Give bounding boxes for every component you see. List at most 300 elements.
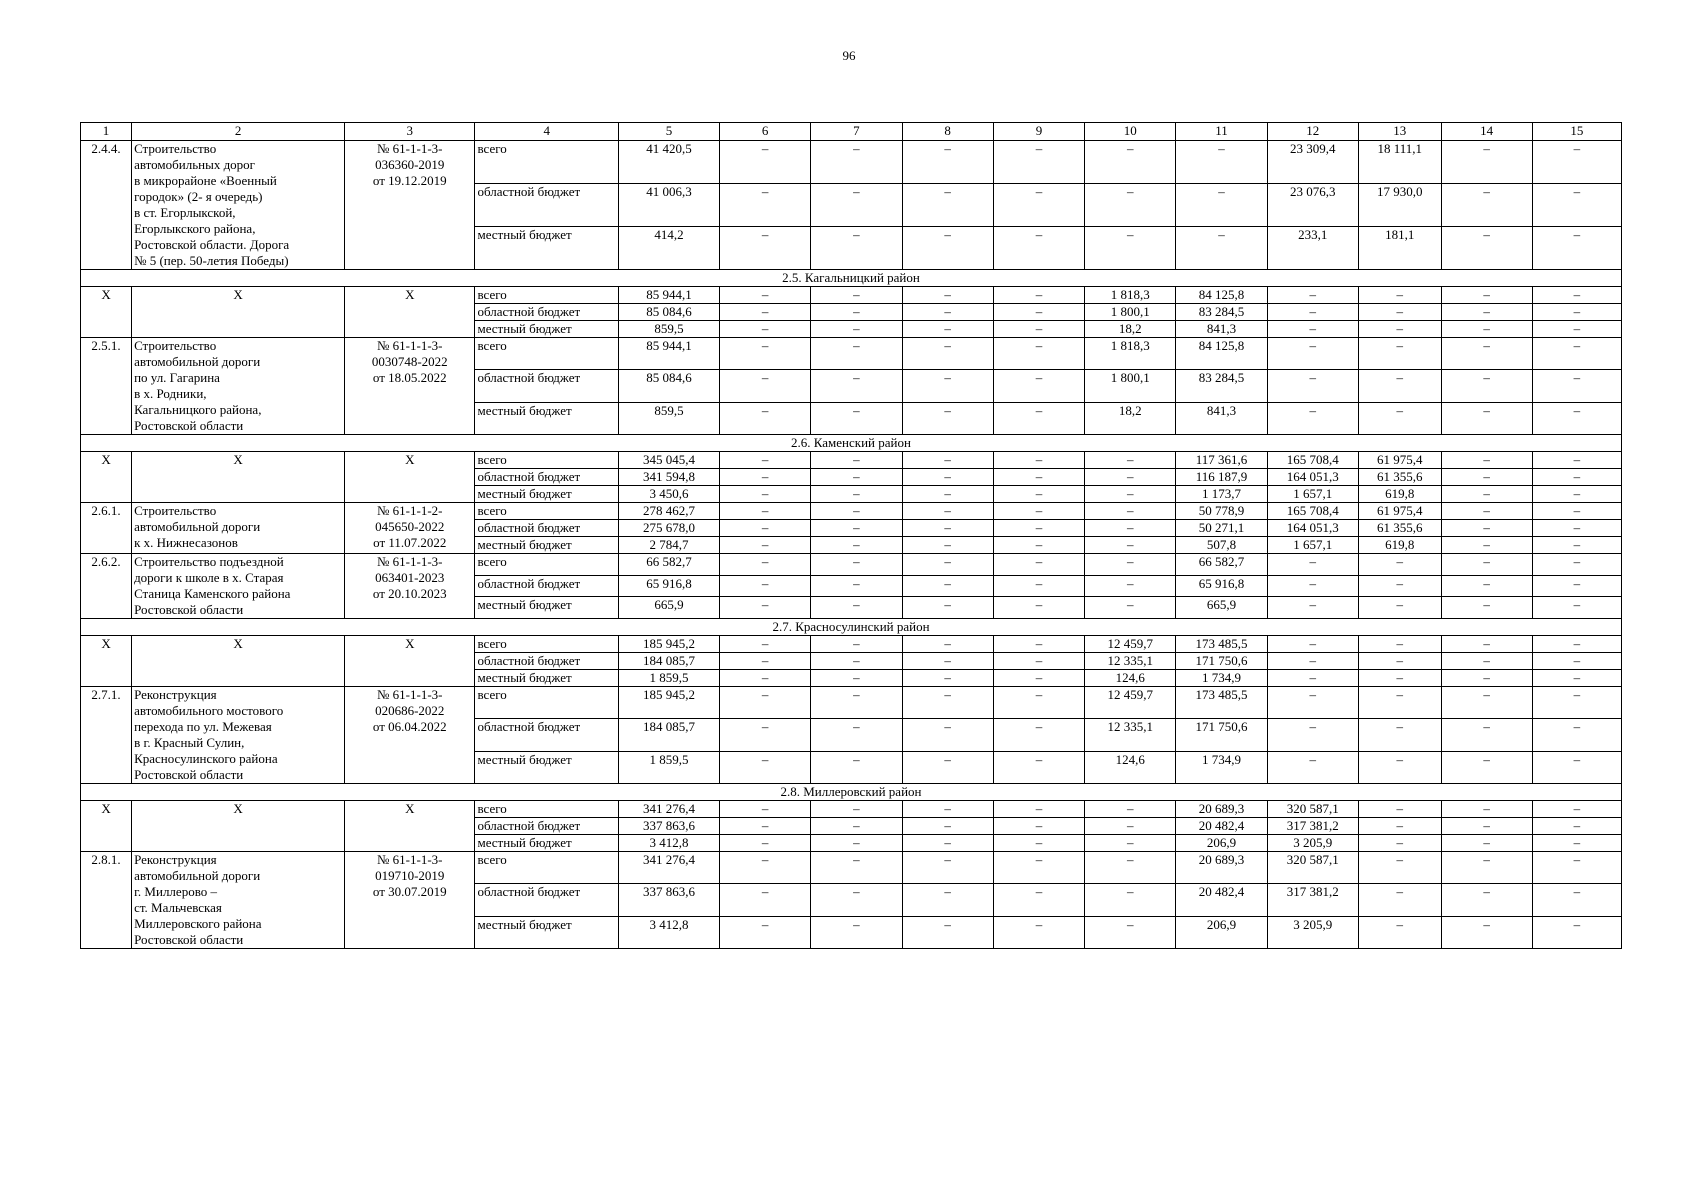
- amount-cell: –: [1532, 227, 1621, 270]
- amount-cell: –: [993, 916, 1084, 948]
- amount-cell: –: [811, 636, 902, 653]
- table-row: [81, 852, 1622, 884]
- section-row: [81, 619, 1622, 636]
- amount-cell: –: [811, 670, 902, 687]
- expertise-conclusion-line: № 61-1-1-3-: [377, 554, 443, 569]
- amount-cell: –: [1267, 719, 1358, 751]
- amount-cell: –: [1532, 537, 1621, 554]
- amount-cell: –: [719, 141, 810, 184]
- amount-cell: 84 125,8: [1176, 287, 1267, 304]
- amount-cell: –: [902, 818, 993, 835]
- amount-cell: 50 271,1: [1176, 520, 1267, 537]
- amount-cell: 173 485,5: [1176, 687, 1267, 719]
- amount-cell: 12 459,7: [1085, 687, 1176, 719]
- section-title: 2.8. Миллеровский район: [81, 784, 1622, 801]
- expertise-conclusion-line: № 61-1-1-3-: [377, 687, 443, 702]
- amount-cell: –: [719, 321, 810, 338]
- expertise-conclusion-line: № 61-1-1-3-: [377, 338, 443, 353]
- amount-cell: –: [1441, 469, 1532, 486]
- amount-cell: 1 734,9: [1176, 670, 1267, 687]
- amount-cell: –: [1441, 653, 1532, 670]
- amount-cell: –: [811, 835, 902, 852]
- amount-cell: 2 784,7: [618, 537, 719, 554]
- total-row: [81, 452, 1622, 469]
- amount-cell: 278 462,7: [618, 503, 719, 520]
- amount-cell: –: [811, 916, 902, 948]
- amount-cell: 1 734,9: [1176, 751, 1267, 783]
- object-name-line: Станица Каменского района: [134, 586, 291, 601]
- column-header: 10: [1085, 123, 1176, 141]
- amount-cell: –: [811, 184, 902, 227]
- amount-cell: 61 355,6: [1358, 469, 1441, 486]
- amount-cell: –: [811, 852, 902, 884]
- amount-cell: –: [811, 321, 902, 338]
- amount-cell: –: [1267, 321, 1358, 338]
- amount-cell: –: [1358, 287, 1441, 304]
- amount-cell: 184 085,7: [618, 719, 719, 751]
- amount-cell: –: [993, 636, 1084, 653]
- funding-source: областной бюджет: [475, 370, 618, 402]
- amount-cell: –: [902, 503, 993, 520]
- amount-cell: –: [902, 884, 993, 916]
- amount-cell: 20 689,3: [1176, 801, 1267, 818]
- object-name-line: в х. Родники,: [134, 386, 207, 401]
- amount-cell: 3 412,8: [618, 835, 719, 852]
- amount-cell: –: [902, 852, 993, 884]
- amount-cell: 18,2: [1085, 321, 1176, 338]
- funding-source: местный бюджет: [475, 402, 618, 434]
- amount-cell: –: [1441, 321, 1532, 338]
- amount-cell: –: [1176, 184, 1267, 227]
- amount-cell: –: [902, 321, 993, 338]
- amount-cell: –: [993, 719, 1084, 751]
- expertise-conclusion-line: 0030748-2022: [371, 354, 448, 369]
- amount-cell: –: [1267, 338, 1358, 370]
- amount-cell: 116 187,9: [1176, 469, 1267, 486]
- amount-cell: 23 309,4: [1267, 141, 1358, 184]
- amount-cell: –: [1267, 670, 1358, 687]
- amount-cell: 206,9: [1176, 916, 1267, 948]
- amount-cell: –: [1358, 916, 1441, 948]
- x-marker: Х: [132, 452, 345, 503]
- section-title: 2.5. Кагальницкий район: [81, 270, 1622, 287]
- amount-cell: –: [902, 554, 993, 576]
- amount-cell: –: [1358, 687, 1441, 719]
- amount-cell: –: [1532, 835, 1621, 852]
- amount-cell: 66 582,7: [1176, 554, 1267, 576]
- x-marker: Х: [81, 636, 132, 687]
- amount-cell: –: [1085, 486, 1176, 503]
- amount-cell: –: [993, 287, 1084, 304]
- amount-cell: –: [1532, 452, 1621, 469]
- amount-cell: –: [1085, 852, 1176, 884]
- amount-cell: 317 381,2: [1267, 884, 1358, 916]
- table-row: [81, 554, 1622, 576]
- expertise-conclusion: [345, 338, 475, 435]
- amount-cell: –: [811, 801, 902, 818]
- amount-cell: 841,3: [1176, 402, 1267, 434]
- amount-cell: –: [719, 304, 810, 321]
- amount-cell: –: [993, 304, 1084, 321]
- amount-cell: –: [811, 287, 902, 304]
- amount-cell: 345 045,4: [618, 452, 719, 469]
- funding-source: областной бюджет: [475, 884, 618, 916]
- amount-cell: –: [993, 670, 1084, 687]
- object-name-line: Реконструкция: [134, 687, 217, 702]
- amount-cell: 1 859,5: [618, 751, 719, 783]
- object-name-line: Строительство: [134, 503, 217, 518]
- expertise-conclusion-line: от 11.07.2022: [373, 535, 447, 550]
- amount-cell: –: [902, 537, 993, 554]
- amount-cell: 841,3: [1176, 321, 1267, 338]
- column-header: 3: [345, 123, 475, 141]
- amount-cell: 3 412,8: [618, 916, 719, 948]
- amount-cell: –: [902, 653, 993, 670]
- amount-cell: –: [811, 402, 902, 434]
- expertise-conclusion: [345, 141, 475, 270]
- amount-cell: –: [811, 520, 902, 537]
- amount-cell: 185 945,2: [618, 687, 719, 719]
- total-row: [81, 801, 1622, 818]
- amount-cell: –: [1441, 575, 1532, 597]
- amount-cell: –: [993, 227, 1084, 270]
- amount-cell: 1 800,1: [1085, 304, 1176, 321]
- amount-cell: 171 750,6: [1176, 719, 1267, 751]
- column-header: 9: [993, 123, 1084, 141]
- amount-cell: –: [1441, 801, 1532, 818]
- amount-cell: 12 335,1: [1085, 653, 1176, 670]
- amount-cell: –: [993, 184, 1084, 227]
- section-title: 2.6. Каменский район: [81, 435, 1622, 452]
- funding-source: всего: [475, 554, 618, 576]
- amount-cell: 1 657,1: [1267, 486, 1358, 503]
- amount-cell: –: [719, 537, 810, 554]
- amount-cell: –: [1441, 852, 1532, 884]
- amount-cell: –: [1085, 452, 1176, 469]
- column-header: 13: [1358, 123, 1441, 141]
- amount-cell: –: [993, 537, 1084, 554]
- object-name-line: в ст. Егорлыкской,: [134, 205, 236, 220]
- amount-cell: –: [1358, 719, 1441, 751]
- amount-cell: –: [993, 852, 1084, 884]
- amount-cell: –: [719, 520, 810, 537]
- funding-source: местный бюджет: [475, 751, 618, 783]
- funding-source: местный бюджет: [475, 670, 618, 687]
- amount-cell: –: [1358, 884, 1441, 916]
- amount-cell: –: [993, 801, 1084, 818]
- amount-cell: –: [811, 304, 902, 321]
- amount-cell: –: [719, 597, 810, 619]
- table-row: [81, 338, 1622, 370]
- amount-cell: 41 420,5: [618, 141, 719, 184]
- expertise-conclusion-line: 063401-2023: [375, 570, 445, 585]
- amount-cell: –: [719, 227, 810, 270]
- row-number: 2.5.1.: [81, 338, 132, 435]
- amount-cell: –: [1085, 227, 1176, 270]
- funding-source: всего: [475, 452, 618, 469]
- amount-cell: –: [1176, 141, 1267, 184]
- amount-cell: 12 335,1: [1085, 719, 1176, 751]
- funding-source: всего: [475, 141, 618, 184]
- amount-cell: –: [1085, 916, 1176, 948]
- funding-source: всего: [475, 287, 618, 304]
- amount-cell: –: [1441, 141, 1532, 184]
- amount-cell: –: [1267, 402, 1358, 434]
- amount-cell: 50 778,9: [1176, 503, 1267, 520]
- column-header: 11: [1176, 123, 1267, 141]
- amount-cell: –: [993, 751, 1084, 783]
- amount-cell: 124,6: [1085, 670, 1176, 687]
- amount-cell: 1 173,7: [1176, 486, 1267, 503]
- amount-cell: –: [1267, 304, 1358, 321]
- amount-cell: 12 459,7: [1085, 636, 1176, 653]
- amount-cell: –: [1358, 835, 1441, 852]
- amount-cell: 117 361,6: [1176, 452, 1267, 469]
- amount-cell: –: [811, 486, 902, 503]
- expertise-conclusion: [345, 554, 475, 619]
- object-name-line: Красносулинского района: [134, 751, 278, 766]
- expertise-conclusion-line: от 30.07.2019: [372, 884, 447, 899]
- funding-source: местный бюджет: [475, 486, 618, 503]
- amount-cell: –: [1441, 537, 1532, 554]
- amount-cell: –: [993, 338, 1084, 370]
- object-name-line: Кагальницкого района,: [134, 402, 262, 417]
- amount-cell: –: [1085, 503, 1176, 520]
- amount-cell: –: [811, 503, 902, 520]
- object-name-line: дороги к школе в х. Старая: [134, 570, 284, 585]
- amount-cell: –: [719, 835, 810, 852]
- amount-cell: 859,5: [618, 402, 719, 434]
- amount-cell: 1 657,1: [1267, 537, 1358, 554]
- amount-cell: –: [993, 469, 1084, 486]
- amount-cell: 17 930,0: [1358, 184, 1441, 227]
- amount-cell: 507,8: [1176, 537, 1267, 554]
- object-name-line: автомобильных дорог: [134, 157, 256, 172]
- amount-cell: 1 818,3: [1085, 287, 1176, 304]
- amount-cell: –: [1085, 884, 1176, 916]
- amount-cell: 124,6: [1085, 751, 1176, 783]
- amount-cell: –: [993, 835, 1084, 852]
- amount-cell: 341 276,4: [618, 801, 719, 818]
- amount-cell: –: [1267, 751, 1358, 783]
- x-marker: Х: [345, 636, 475, 687]
- amount-cell: –: [1441, 597, 1532, 619]
- amount-cell: –: [1358, 636, 1441, 653]
- funding-source: всего: [475, 503, 618, 520]
- amount-cell: –: [719, 370, 810, 402]
- x-marker: Х: [345, 452, 475, 503]
- amount-cell: 83 284,5: [1176, 304, 1267, 321]
- amount-cell: –: [1358, 597, 1441, 619]
- amount-cell: –: [993, 884, 1084, 916]
- column-header: 2: [132, 123, 345, 141]
- amount-cell: –: [1358, 575, 1441, 597]
- amount-cell: –: [902, 520, 993, 537]
- funding-source: областной бюджет: [475, 719, 618, 751]
- amount-cell: –: [1532, 719, 1621, 751]
- object-name: [132, 687, 345, 784]
- amount-cell: –: [719, 884, 810, 916]
- amount-cell: 65 916,8: [1176, 575, 1267, 597]
- amount-cell: –: [1085, 835, 1176, 852]
- amount-cell: –: [719, 338, 810, 370]
- object-name-line: г. Миллерово –: [134, 884, 217, 899]
- expertise-conclusion-line: № 61-1-1-2-: [377, 503, 443, 518]
- amount-cell: 3 205,9: [1267, 916, 1358, 948]
- object-name-line: автомобильной дороги: [134, 868, 261, 883]
- amount-cell: –: [1441, 452, 1532, 469]
- amount-cell: 164 051,3: [1267, 520, 1358, 537]
- amount-cell: –: [719, 402, 810, 434]
- amount-cell: –: [1441, 636, 1532, 653]
- expertise-conclusion: [345, 503, 475, 554]
- amount-cell: –: [811, 469, 902, 486]
- amount-cell: 85 944,1: [618, 287, 719, 304]
- object-name: [132, 852, 345, 949]
- amount-cell: 61 355,6: [1358, 520, 1441, 537]
- amount-cell: –: [1267, 597, 1358, 619]
- section-row: [81, 435, 1622, 452]
- section-row: [81, 784, 1622, 801]
- object-name-line: Строительство: [134, 338, 217, 353]
- amount-cell: –: [1267, 287, 1358, 304]
- x-marker: Х: [345, 801, 475, 852]
- expertise-conclusion-line: от 06.04.2022: [372, 719, 447, 734]
- object-name: [132, 141, 345, 270]
- amount-cell: –: [1358, 554, 1441, 576]
- amount-cell: 18,2: [1085, 402, 1176, 434]
- amount-cell: 23 076,3: [1267, 184, 1358, 227]
- expertise-conclusion-line: 036360-2019: [375, 157, 445, 172]
- amount-cell: –: [1532, 801, 1621, 818]
- budget-table: [80, 122, 1622, 949]
- amount-cell: –: [1532, 884, 1621, 916]
- object-name-line: Ростовской области: [134, 767, 244, 782]
- amount-cell: –: [1532, 184, 1621, 227]
- funding-source: областной бюджет: [475, 469, 618, 486]
- amount-cell: –: [1532, 503, 1621, 520]
- x-marker: Х: [345, 287, 475, 338]
- amount-cell: –: [993, 452, 1084, 469]
- amount-cell: –: [1085, 184, 1176, 227]
- amount-cell: –: [1085, 575, 1176, 597]
- amount-cell: 66 582,7: [618, 554, 719, 576]
- object-name-line: Миллеровского района: [134, 916, 262, 931]
- amount-cell: –: [719, 575, 810, 597]
- amount-cell: 84 125,8: [1176, 338, 1267, 370]
- amount-cell: –: [1085, 520, 1176, 537]
- object-name-line: Егорлыкского района,: [134, 221, 256, 236]
- amount-cell: –: [902, 687, 993, 719]
- amount-cell: –: [902, 835, 993, 852]
- amount-cell: –: [1441, 719, 1532, 751]
- amount-cell: –: [1267, 575, 1358, 597]
- amount-cell: –: [1532, 670, 1621, 687]
- amount-cell: –: [811, 554, 902, 576]
- amount-cell: 85 944,1: [618, 338, 719, 370]
- expertise-conclusion-line: 045650-2022: [375, 519, 445, 534]
- amount-cell: –: [902, 670, 993, 687]
- object-name-line: автомобильной дороги: [134, 354, 261, 369]
- x-marker: Х: [132, 636, 345, 687]
- amount-cell: –: [1358, 751, 1441, 783]
- amount-cell: –: [1358, 670, 1441, 687]
- amount-cell: –: [1441, 304, 1532, 321]
- expertise-conclusion-line: 020686-2022: [375, 703, 445, 718]
- amount-cell: –: [811, 575, 902, 597]
- object-name-line: автомобильной дороги: [134, 519, 261, 534]
- funding-source: областной бюджет: [475, 575, 618, 597]
- amount-cell: –: [1441, 884, 1532, 916]
- object-name: [132, 338, 345, 435]
- amount-cell: –: [719, 554, 810, 576]
- amount-cell: –: [1532, 818, 1621, 835]
- amount-cell: 665,9: [1176, 597, 1267, 619]
- amount-cell: –: [1358, 370, 1441, 402]
- amount-cell: –: [719, 687, 810, 719]
- amount-cell: –: [811, 653, 902, 670]
- object-name-line: к х. Нижнесазонов: [134, 535, 238, 550]
- amount-cell: –: [1267, 370, 1358, 402]
- amount-cell: –: [1441, 503, 1532, 520]
- amount-cell: –: [1532, 287, 1621, 304]
- funding-source: всего: [475, 687, 618, 719]
- amount-cell: –: [1441, 554, 1532, 576]
- row-number: 2.6.1.: [81, 503, 132, 554]
- amount-cell: –: [719, 503, 810, 520]
- total-row: [81, 287, 1622, 304]
- object-name-line: по ул. Гагарина: [134, 370, 220, 385]
- amount-cell: –: [1532, 653, 1621, 670]
- funding-source: местный бюджет: [475, 227, 618, 270]
- x-marker: Х: [132, 801, 345, 852]
- amount-cell: –: [1085, 818, 1176, 835]
- x-marker: Х: [81, 287, 132, 338]
- amount-cell: –: [1267, 653, 1358, 670]
- amount-cell: 414,2: [618, 227, 719, 270]
- expertise-conclusion-line: от 19.12.2019: [372, 173, 447, 188]
- column-header: 14: [1441, 123, 1532, 141]
- amount-cell: 206,9: [1176, 835, 1267, 852]
- object-name-line: № 5 (пер. 50-летия Победы): [134, 253, 289, 268]
- amount-cell: 3 205,9: [1267, 835, 1358, 852]
- amount-cell: –: [902, 575, 993, 597]
- column-header: 1: [81, 123, 132, 141]
- amount-cell: 1 800,1: [1085, 370, 1176, 402]
- object-name: [132, 503, 345, 554]
- object-name: [132, 554, 345, 619]
- amount-cell: –: [993, 486, 1084, 503]
- expertise-conclusion-line: 019710-2019: [375, 868, 445, 883]
- amount-cell: –: [1532, 687, 1621, 719]
- row-number: 2.6.2.: [81, 554, 132, 619]
- amount-cell: –: [902, 452, 993, 469]
- amount-cell: –: [1441, 520, 1532, 537]
- amount-cell: –: [902, 719, 993, 751]
- amount-cell: 61 975,4: [1358, 503, 1441, 520]
- amount-cell: –: [902, 916, 993, 948]
- amount-cell: 18 111,1: [1358, 141, 1441, 184]
- object-name-line: перехода по ул. Межевая: [134, 719, 272, 734]
- amount-cell: –: [811, 370, 902, 402]
- funding-source: областной бюджет: [475, 184, 618, 227]
- section-title: 2.7. Красносулинский район: [81, 619, 1622, 636]
- amount-cell: –: [719, 670, 810, 687]
- amount-cell: 20 482,4: [1176, 818, 1267, 835]
- amount-cell: –: [811, 537, 902, 554]
- amount-cell: –: [1441, 287, 1532, 304]
- amount-cell: –: [1532, 636, 1621, 653]
